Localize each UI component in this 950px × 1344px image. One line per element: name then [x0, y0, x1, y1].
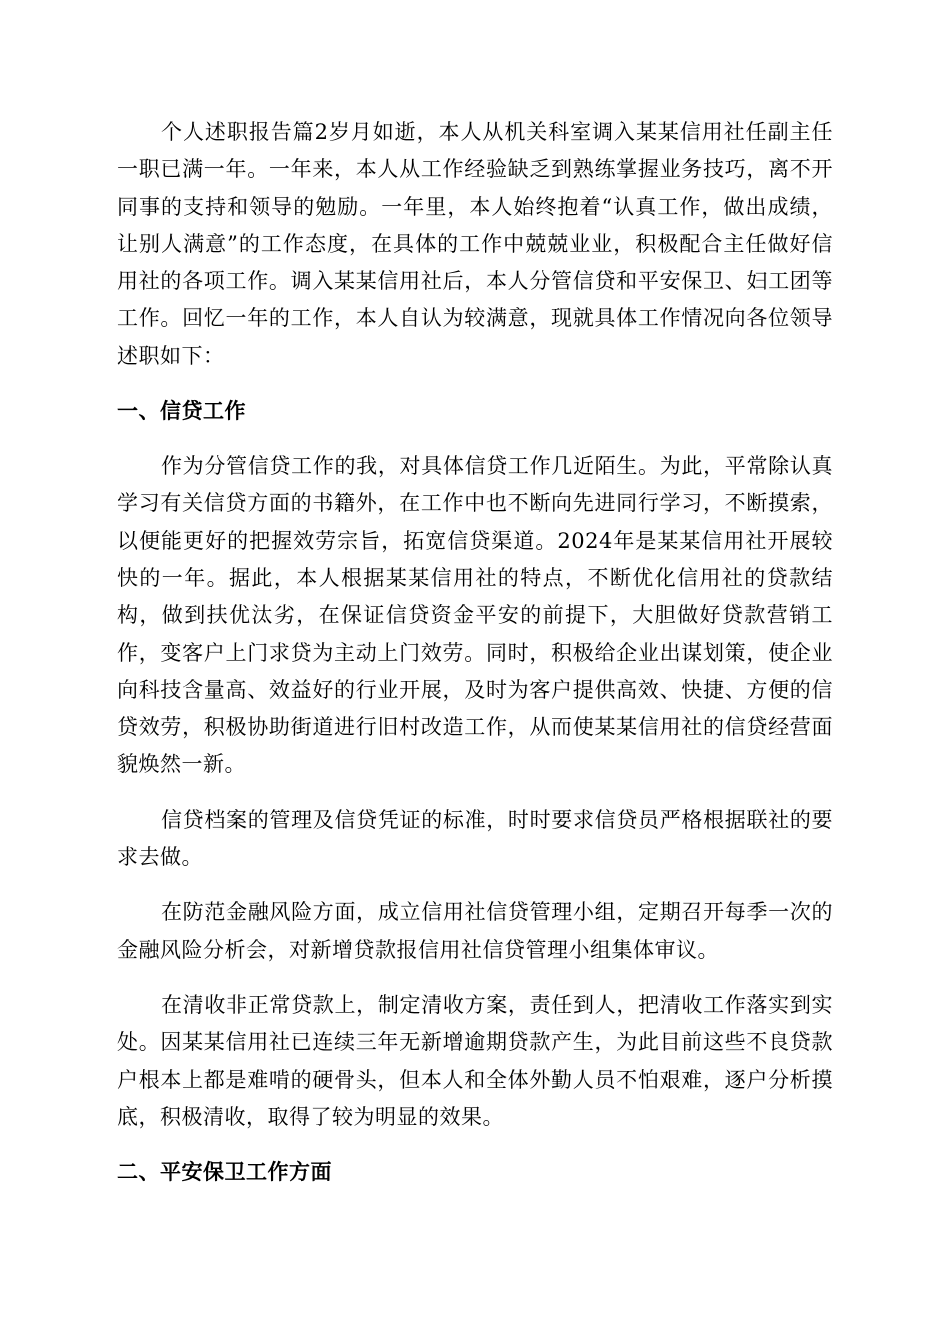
credit-paragraph-4: 在清收非正常贷款上，制定清收方案，责任到人，把清收工作落实到实处。因某某信用社已连续三年无新增逾期贷款产生，为此目前这些不良贷款户根本上都是难啃的硬骨头，但本人和全体外勤人员不怕艰难，逐户分析摸底，积极清收，取得了较为明显的效果。: [117, 992, 833, 1129]
intro-paragraph: 个人述职报告篇2岁月如逝，本人从机关科室调入某某信用社任副主任一职已满一年。一年来，本人从工作经验缺乏到熟练掌握业务技巧，离不开同事的支持和领导的勉励。一年里，本人始终抱着“认真工作，做出成绩，让别人满意”的工作态度，在具体的工作中兢兢业业，积极配合主任做好信用社的各项工作。调入某某信用社后，本人分管信贷和平安保卫、妇工团等工作。回忆一年的工作，本人自认为较满意，现就具体工作情况向各位领导述职如下：: [117, 120, 833, 368]
document-body: [117, 114, 833, 1191]
credit-paragraph-2: 信贷档案的管理及信贷凭证的标准，时时要求信贷员严格根据联社的要求去做。: [117, 807, 833, 870]
credit-paragraph-1: 作为分管信贷工作的我，对具体信贷工作几近陌生。为此，平常除认真学习有关信贷方面的书籍外，在工作中也不断向先进同行学习，不断摸索，以便能更好的把握效劳宗旨，拓宽信贷渠道。2024年是某某信用社开展较快的一年。据此，本人根据某某信用社的特点，不断优化信用社的贷款结构，做到扶优汰劣，在保证信贷资金平安的前提下，大胆做好贷款营销工作，变客户上门求贷为主动上门效劳。同时，积极给企业出谋划策，使企业向科技含量高、效益好的行业开展，及时为客户提供高效、快捷、方便的信贷效劳，积极协助街道进行旧村改造工作，从而使某某信用社的信贷经营面貌焕然一新。: [117, 454, 833, 777]
section-heading-credit: 一、信贷工作: [117, 399, 246, 424]
section-heading-security: 二、平安保卫工作方面: [117, 1160, 332, 1185]
credit-paragraph-3: 在防范金融风险方面，成立信用社信贷管理小组，定期召开每季一次的金融风险分析会，对新增贷款报信用社信贷管理小组集体审议。: [117, 900, 833, 962]
